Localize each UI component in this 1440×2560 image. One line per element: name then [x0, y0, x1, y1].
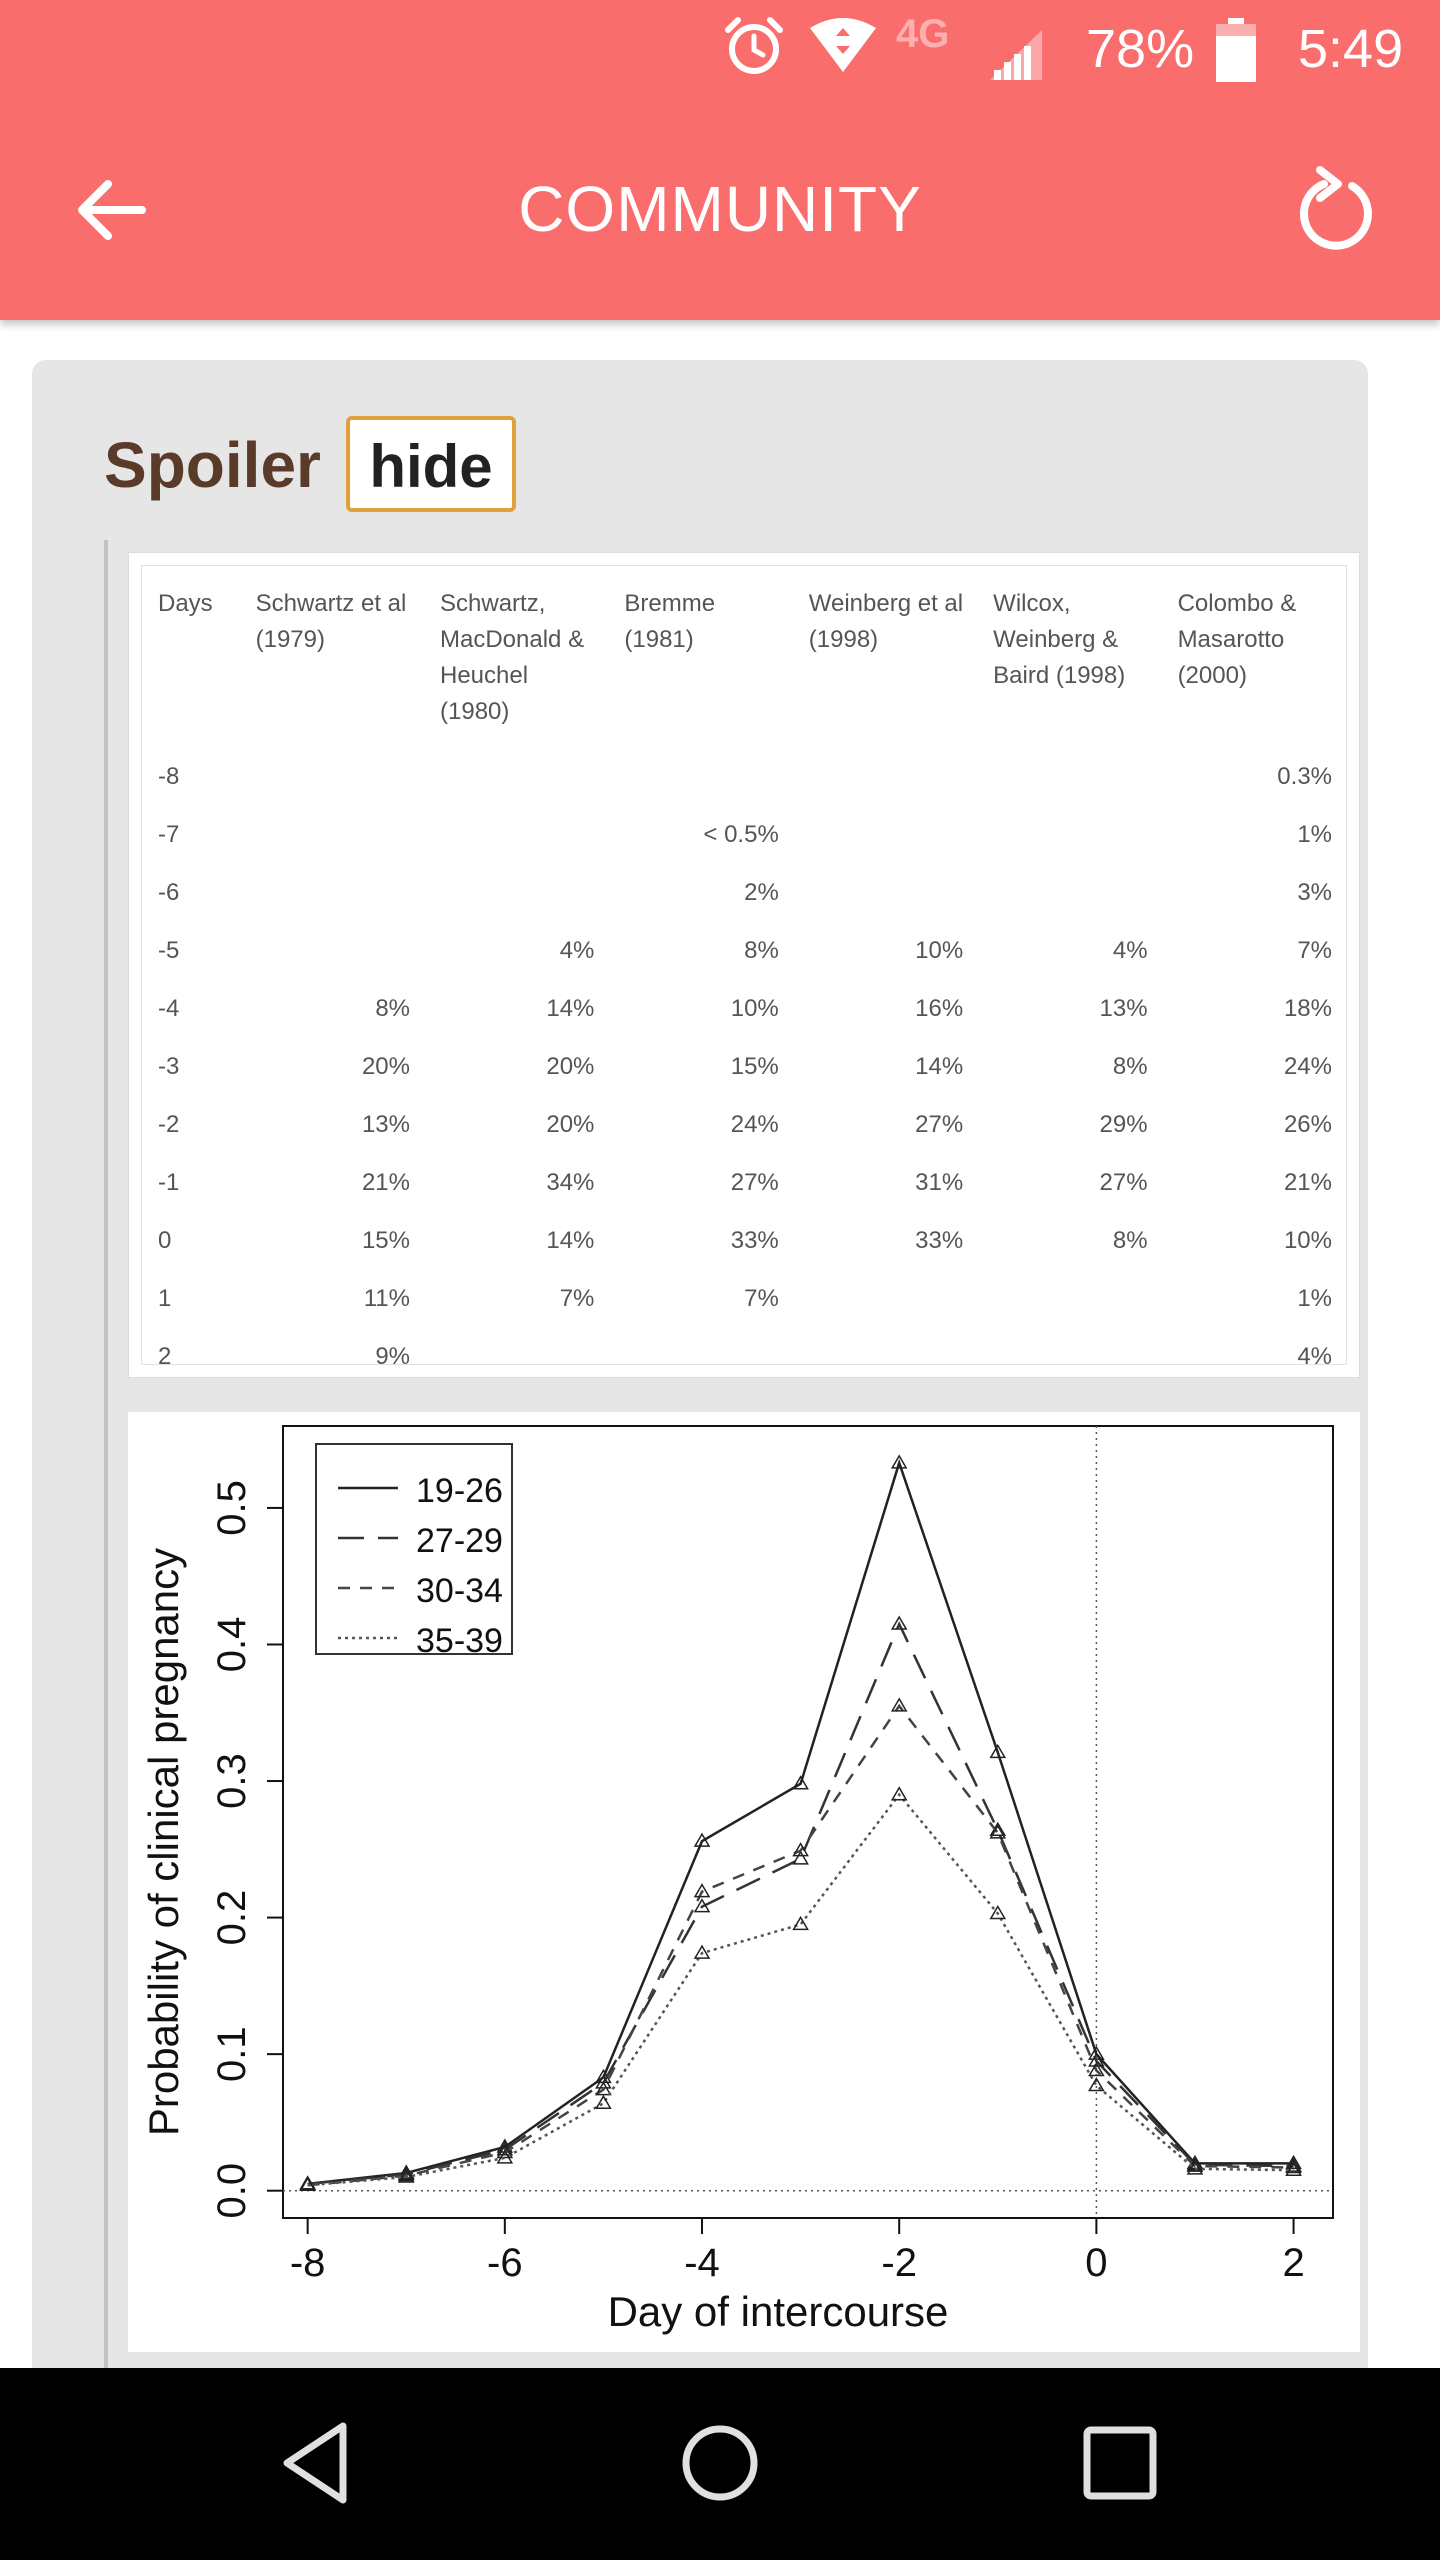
table-day-cell: -2 — [158, 1111, 180, 1138]
table-day-cell: -7 — [158, 821, 180, 848]
table-cell: 31% — [915, 1169, 964, 1196]
page-title: COMMUNITY — [518, 173, 922, 245]
table-cell: 1% — [1297, 1285, 1332, 1312]
table-cell: 4% — [1297, 1343, 1332, 1370]
table-day-cell: 0 — [158, 1227, 172, 1254]
table-cell: 9% — [375, 1343, 410, 1370]
pregnancy-probability-chart — [128, 1412, 1360, 2352]
wifi-icon — [808, 14, 878, 78]
table-cell — [793, 806, 977, 864]
table-header: Schwartz, MacDonald & Heuchel (1980) — [440, 590, 585, 725]
legend-label: 35-39 — [416, 1622, 503, 1660]
table-cell: 7% — [559, 1285, 595, 1312]
table-cell — [424, 748, 608, 806]
table-row — [142, 1270, 1346, 1328]
table-cell: 3% — [1297, 879, 1332, 906]
table-cell: 7% — [744, 1285, 779, 1312]
table-cell: 0.3% — [1277, 763, 1332, 790]
table-cell — [793, 748, 977, 806]
table-day-cell: -4 — [158, 995, 180, 1022]
table-cell: 24% — [1283, 1053, 1332, 1080]
table-cell: 33% — [730, 1227, 779, 1254]
alarm-icon — [722, 14, 786, 78]
table-cell: 10% — [730, 995, 779, 1022]
table-cell: 34% — [546, 1169, 595, 1196]
table-cell — [793, 1270, 977, 1328]
battery-percent: 78% — [1086, 19, 1195, 79]
table-cell: 18% — [1283, 995, 1332, 1022]
table-cell: 13% — [1099, 995, 1148, 1022]
battery-icon — [1214, 18, 1258, 82]
table-row — [142, 1212, 1346, 1270]
data-table-image — [128, 552, 1360, 1378]
y-axis-label: Probability of clinical pregnancy — [140, 1547, 187, 2137]
table-header-row — [142, 566, 1346, 748]
table-cell: 24% — [730, 1111, 779, 1138]
x-tick-label: -2 — [881, 2241, 917, 2285]
table-cell: 2% — [744, 879, 779, 906]
table-cell: 4% — [559, 937, 595, 964]
post-card — [32, 360, 1368, 2400]
status-bar — [0, 0, 1440, 100]
table-cell: 29% — [1099, 1111, 1148, 1138]
system-nav-bar — [0, 2368, 1440, 2560]
table-cell — [977, 748, 1161, 806]
table-cell — [240, 922, 424, 980]
nav-back-icon[interactable] — [265, 2408, 375, 2518]
line-chart — [128, 1412, 1360, 2352]
table-header: Wilcox, Weinberg & Baird (1998) — [993, 590, 1126, 689]
table-cell: 21% — [361, 1169, 410, 1196]
table-row — [142, 748, 1346, 806]
table-cell — [240, 806, 424, 864]
table-cell: 20% — [361, 1053, 410, 1080]
table-cell: 20% — [546, 1053, 595, 1080]
x-tick-label: 2 — [1282, 2241, 1305, 2285]
table-cell: 26% — [1283, 1111, 1332, 1138]
y-tick-label: 0.2 — [210, 1889, 254, 1946]
series-line — [308, 1624, 1294, 2184]
x-tick-label: -6 — [487, 2241, 523, 2285]
table-cell — [240, 748, 424, 806]
table-cell: 27% — [915, 1111, 964, 1138]
table-cell — [608, 748, 792, 806]
network-type: 4G — [896, 12, 950, 56]
content-area — [0, 320, 1440, 2368]
table-cell — [793, 1328, 977, 1386]
table-row — [142, 980, 1346, 1038]
legend-label: 30-34 — [416, 1572, 503, 1610]
refresh-icon[interactable] — [1290, 164, 1386, 260]
table-cell: 10% — [915, 937, 964, 964]
table-cell: 14% — [546, 1227, 595, 1254]
table-cell: 8% — [1112, 1053, 1148, 1080]
table-cell: 20% — [546, 1111, 595, 1138]
table-cell — [424, 864, 608, 922]
table-cell — [424, 806, 608, 864]
table-cell: 1% — [1297, 821, 1332, 848]
y-tick-label: 0.5 — [210, 1480, 254, 1536]
table-cell: < 0.5% — [703, 821, 779, 848]
table-day-cell: -1 — [158, 1169, 180, 1196]
table-cell: 27% — [1099, 1169, 1148, 1196]
legend-label: 27-29 — [416, 1522, 503, 1560]
y-tick-label: 0.1 — [210, 2026, 254, 2082]
y-tick-label: 0.3 — [210, 1753, 254, 1809]
table-cell: 11% — [363, 1285, 410, 1312]
clock: 5:49 — [1298, 19, 1404, 79]
x-axis-label: Day of intercourse — [607, 2288, 949, 2335]
table-cell: 14% — [546, 995, 595, 1022]
table-cell — [977, 1270, 1161, 1328]
table-cell — [608, 1328, 792, 1386]
table-cell: 14% — [915, 1053, 964, 1080]
table-header: Colombo & Masarotto (2000) — [1177, 590, 1297, 689]
table-header: Bremme (1981) — [624, 590, 716, 653]
x-tick-label: 0 — [1085, 2241, 1108, 2285]
table-day-cell: -5 — [158, 937, 180, 964]
table-row — [142, 1096, 1346, 1154]
table-header: Days — [158, 590, 213, 617]
table-cell — [977, 864, 1161, 922]
table-cell: 27% — [730, 1169, 779, 1196]
table-day-cell: -8 — [158, 763, 180, 790]
table-row — [142, 864, 1346, 922]
table-cell — [977, 806, 1161, 864]
table-header: Schwartz et al (1979) — [255, 590, 407, 653]
nav-recents-icon[interactable] — [1065, 2408, 1175, 2518]
table-cell: 8% — [375, 995, 410, 1022]
table-cell: 21% — [1283, 1169, 1332, 1196]
table-cell — [424, 1328, 608, 1386]
table-cell: 33% — [915, 1227, 964, 1254]
table-day-cell: -3 — [158, 1053, 180, 1080]
table-cell: 4% — [1112, 937, 1148, 964]
table-cell: 8% — [1112, 1227, 1148, 1254]
x-tick-label: -4 — [684, 2241, 720, 2285]
hide-spoiler-button[interactable]: hide — [346, 416, 516, 512]
fertility-table — [142, 566, 1346, 1386]
app-bar — [0, 0, 1440, 320]
table-cell: 8% — [744, 937, 779, 964]
table-day-cell: 1 — [158, 1285, 172, 1312]
signal-icon — [990, 30, 1042, 80]
y-tick-label: 0.0 — [210, 2162, 254, 2219]
x-tick-label: -8 — [289, 2241, 326, 2285]
table-row — [142, 1154, 1346, 1212]
table-cell: 13% — [361, 1111, 410, 1138]
table-row — [142, 922, 1346, 980]
spoiler-label: Spoiler — [104, 429, 321, 501]
table-cell: 10% — [1283, 1227, 1332, 1254]
spoiler-quote-bar — [104, 540, 108, 2410]
table-row — [142, 1038, 1346, 1096]
table-day-cell: -6 — [158, 879, 180, 906]
table-header: Weinberg et al (1998) — [808, 590, 964, 653]
legend-label: 19-26 — [416, 1472, 503, 1510]
table-cell: 16% — [915, 995, 964, 1022]
table-day-cell: 2 — [158, 1343, 172, 1370]
data-point — [596, 2096, 610, 2108]
table-cell — [977, 1328, 1161, 1386]
nav-home-icon[interactable] — [665, 2408, 775, 2518]
table-cell — [793, 864, 977, 922]
table-row — [142, 806, 1346, 864]
table-cell: 15% — [730, 1053, 779, 1080]
table-cell: 15% — [361, 1227, 410, 1254]
table-cell — [240, 864, 424, 922]
table-cell: 7% — [1297, 937, 1332, 964]
table-row — [142, 1328, 1346, 1386]
y-tick-label: 0.4 — [210, 1616, 254, 1673]
